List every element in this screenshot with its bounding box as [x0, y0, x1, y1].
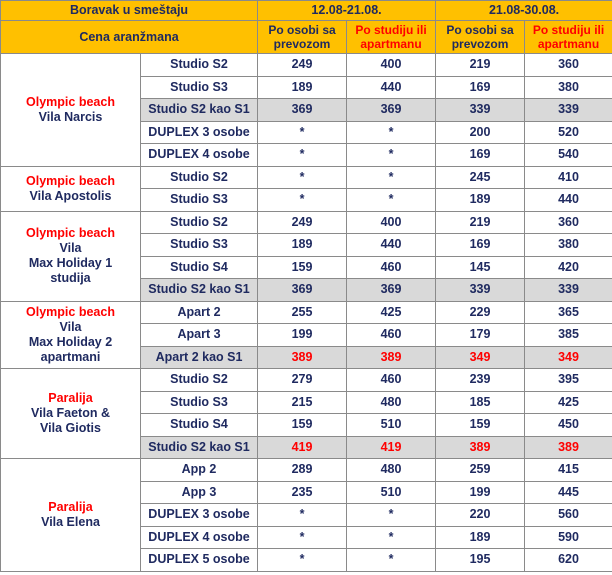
period1-studio-price: 389 [347, 346, 436, 369]
unit-type-cell: DUPLEX 5 osobe [141, 549, 258, 572]
period1-studio-price: 419 [347, 436, 436, 459]
unit-type-cell: DUPLEX 4 osobe [141, 526, 258, 549]
table-row [1, 459, 612, 482]
period2-studio-price: 520 [525, 121, 612, 144]
period2-studio-price: 560 [525, 504, 612, 527]
villa-name-line: Vila Giotis [40, 421, 101, 435]
period1-transport-price: 369 [258, 279, 347, 302]
period1-transport-price: 189 [258, 76, 347, 99]
period2-transport-price: 259 [436, 459, 525, 482]
period1-studio-price: * [347, 144, 436, 167]
table-row [1, 211, 612, 234]
accommodation-group-cell [1, 369, 141, 459]
period2-transport-price: 339 [436, 99, 525, 122]
accommodation-group-cell [1, 301, 141, 369]
table-body [1, 54, 612, 572]
period2-studio-price: 365 [525, 301, 612, 324]
unit-type-cell: DUPLEX 4 osobe [141, 144, 258, 167]
period1-transport-price: * [258, 189, 347, 212]
period2-studio-price: 339 [525, 99, 612, 122]
period1-transport-price: * [258, 121, 347, 144]
period1-studio-price: 369 [347, 279, 436, 302]
period1-studio-price: 400 [347, 54, 436, 77]
unit-type-cell: App 2 [141, 459, 258, 482]
period1-transport-price: 159 [258, 414, 347, 437]
villa-name-line: Max Holiday 2 [28, 334, 113, 349]
period1-studio-price: 369 [347, 99, 436, 122]
villa-name-line: Vila Apostolis [29, 188, 112, 203]
period2-transport-price: 349 [436, 346, 525, 369]
villa-name-line: Vila Elena [41, 514, 100, 529]
period1-studio-price: 400 [347, 211, 436, 234]
period2-transport-price: 189 [436, 526, 525, 549]
period2-transport-price: 239 [436, 369, 525, 392]
period1-transport-header: Po osobi sa prevozom [258, 21, 347, 54]
villa-name-line: Vila [59, 319, 82, 334]
period1-studio-price: * [347, 189, 436, 212]
period1-studio-price: 460 [347, 369, 436, 392]
period2-transport-price: 199 [436, 481, 525, 504]
hotel-name: Olympic beach [26, 173, 115, 188]
period2-transport-price: 169 [436, 144, 525, 167]
period1-transport-price: 279 [258, 369, 347, 392]
period2-studio-price: 389 [525, 436, 612, 459]
hotel-name: Paralija [48, 391, 93, 405]
period1-transport-price: 249 [258, 211, 347, 234]
period2-transport-price: 339 [436, 279, 525, 302]
period1-studio-price: * [347, 166, 436, 189]
period1-transport-price: 249 [258, 54, 347, 77]
unit-type-cell: Apart 3 [141, 324, 258, 347]
period2-transport-price: 169 [436, 76, 525, 99]
villa-name-line: Max Holiday 1 [28, 256, 113, 270]
period2-studio-price: 420 [525, 256, 612, 279]
period1-transport-price: 289 [258, 459, 347, 482]
villa-name-line: apartmani [40, 349, 101, 364]
villa-name-line: Vila [59, 241, 82, 255]
period1-studio-price: 440 [347, 76, 436, 99]
period2-transport-price: 219 [436, 54, 525, 77]
accommodation-group-cell [1, 459, 141, 572]
period1-transport-price: 389 [258, 346, 347, 369]
period2-header: 21.08-30.08. [436, 1, 612, 21]
period1-transport-price: 159 [258, 256, 347, 279]
unit-type-cell: App 3 [141, 481, 258, 504]
period1-studio-price: 425 [347, 301, 436, 324]
hotel-name: Olympic beach [26, 94, 115, 109]
period1-transport-price: 369 [258, 99, 347, 122]
period1-transport-price: * [258, 526, 347, 549]
hotel-name: Olympic beach [26, 304, 115, 319]
unit-type-cell: Studio S2 [141, 211, 258, 234]
period1-studio-price: 440 [347, 234, 436, 257]
table-row [1, 369, 612, 392]
unit-type-cell: Studio S3 [141, 234, 258, 257]
period1-transport-price: * [258, 504, 347, 527]
hotel-name: Olympic beach [26, 226, 115, 240]
unit-type-cell: Apart 2 [141, 301, 258, 324]
period1-studio-price: 480 [347, 391, 436, 414]
accommodation-group-cell [1, 54, 141, 167]
unit-type-cell: Studio S3 [141, 189, 258, 212]
period2-studio-price: 360 [525, 54, 612, 77]
period2-transport-price: 169 [436, 234, 525, 257]
period2-studio-price: 385 [525, 324, 612, 347]
period2-studio-price: 349 [525, 346, 612, 369]
period2-transport-price: 185 [436, 391, 525, 414]
period2-transport-price: 219 [436, 211, 525, 234]
period1-header: 12.08-21.08. [258, 1, 436, 21]
period1-transport-price: 199 [258, 324, 347, 347]
table-row [1, 54, 612, 77]
unit-type-cell: Studio S2 kao S1 [141, 436, 258, 459]
period2-studio-price: 425 [525, 391, 612, 414]
unit-type-cell: DUPLEX 3 osobe [141, 121, 258, 144]
table-row [1, 166, 612, 189]
period2-studio-price: 440 [525, 189, 612, 212]
unit-type-cell: DUPLEX 3 osobe [141, 504, 258, 527]
period2-studio-price: 410 [525, 166, 612, 189]
villa-name-line: Vila Faeton & [31, 406, 110, 420]
unit-type-cell: Studio S4 [141, 414, 258, 437]
period1-transport-price: 419 [258, 436, 347, 459]
period2-transport-price: 145 [436, 256, 525, 279]
period2-studio-price: 415 [525, 459, 612, 482]
period2-studio-header: Po studiju ili apartmanu [525, 21, 612, 54]
unit-type-cell: Apart 2 kao S1 [141, 346, 258, 369]
period2-studio-price: 380 [525, 234, 612, 257]
period2-studio-price: 540 [525, 144, 612, 167]
period2-studio-price: 450 [525, 414, 612, 437]
unit-type-cell: Studio S4 [141, 256, 258, 279]
period2-transport-price: 200 [436, 121, 525, 144]
period2-studio-price: 590 [525, 526, 612, 549]
period1-transport-price: 189 [258, 234, 347, 257]
period2-transport-price: 245 [436, 166, 525, 189]
accommodation-group-cell [1, 211, 141, 301]
period1-studio-price: * [347, 121, 436, 144]
period2-studio-price: 395 [525, 369, 612, 392]
unit-type-cell: Studio S3 [141, 76, 258, 99]
period1-studio-price: 460 [347, 256, 436, 279]
hotel-name: Paralija [48, 499, 93, 514]
period1-studio-price: 460 [347, 324, 436, 347]
period2-studio-price: 620 [525, 549, 612, 572]
period1-studio-price: * [347, 504, 436, 527]
period2-transport-price: 189 [436, 189, 525, 212]
period1-transport-price: * [258, 166, 347, 189]
unit-type-cell: Studio S3 [141, 391, 258, 414]
period1-studio-price: * [347, 526, 436, 549]
accommodation-header: Boravak u smeštaju [1, 1, 258, 21]
unit-type-cell: Studio S2 kao S1 [141, 99, 258, 122]
period2-transport-price: 229 [436, 301, 525, 324]
period1-studio-price: 510 [347, 414, 436, 437]
unit-type-cell: Studio S2 [141, 54, 258, 77]
price-header: Cena aranžmana [1, 21, 258, 54]
period1-transport-price: 235 [258, 481, 347, 504]
period2-studio-price: 380 [525, 76, 612, 99]
period2-studio-price: 360 [525, 211, 612, 234]
period2-transport-price: 389 [436, 436, 525, 459]
period1-studio-price: 480 [347, 459, 436, 482]
period2-transport-price: 195 [436, 549, 525, 572]
unit-type-cell: Studio S2 [141, 369, 258, 392]
period2-transport-price: 220 [436, 504, 525, 527]
period1-studio-price: 510 [347, 481, 436, 504]
period2-transport-header: Po osobi sa prevozom [436, 21, 525, 54]
unit-type-cell: Studio S2 kao S1 [141, 279, 258, 302]
period1-transport-price: * [258, 549, 347, 572]
period1-studio-header: Po studiju ili apartmanu [347, 21, 436, 54]
villa-name-line: Vila Narcis [38, 109, 103, 124]
table-row [1, 301, 612, 324]
period1-transport-price: 215 [258, 391, 347, 414]
villa-name-line: studija [50, 271, 91, 285]
period2-studio-price: 445 [525, 481, 612, 504]
accommodation-group-cell [1, 166, 141, 211]
period1-transport-price: 255 [258, 301, 347, 324]
period1-transport-price: * [258, 144, 347, 167]
period2-transport-price: 159 [436, 414, 525, 437]
period1-studio-price: * [347, 549, 436, 572]
period2-studio-price: 339 [525, 279, 612, 302]
period2-transport-price: 179 [436, 324, 525, 347]
unit-type-cell: Studio S2 [141, 166, 258, 189]
